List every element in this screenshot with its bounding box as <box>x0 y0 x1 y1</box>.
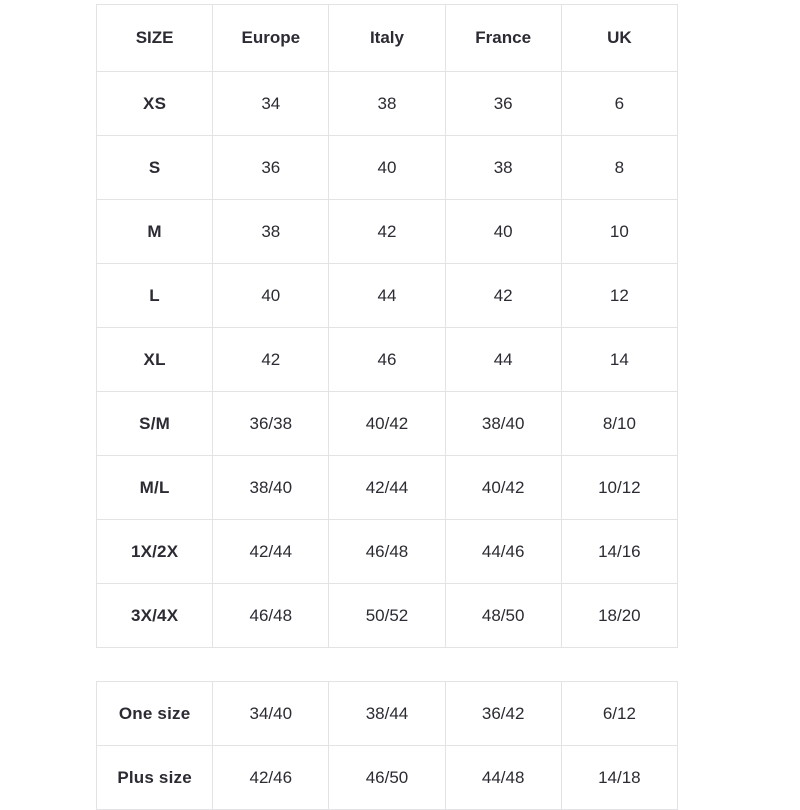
cell-uk: 12 <box>561 264 677 328</box>
row-label: 3X/4X <box>97 584 213 648</box>
cell-france: 40 <box>445 200 561 264</box>
one-size-table <box>96 681 678 810</box>
cell-france: 44/48 <box>445 746 561 810</box>
cell-italy: 40 <box>329 136 445 200</box>
cell-europe: 36/38 <box>213 392 329 456</box>
cell-europe: 38 <box>213 200 329 264</box>
cell-europe: 34/40 <box>213 682 329 746</box>
row-label: 1X/2X <box>97 520 213 584</box>
row-label: L <box>97 264 213 328</box>
cell-europe: 34 <box>213 72 329 136</box>
cell-europe: 42/46 <box>213 746 329 810</box>
table-row <box>97 200 678 264</box>
cell-france: 36/42 <box>445 682 561 746</box>
cell-europe: 36 <box>213 136 329 200</box>
cell-italy: 44 <box>329 264 445 328</box>
cell-uk: 6/12 <box>561 682 677 746</box>
row-label: XL <box>97 328 213 392</box>
table-row <box>97 136 678 200</box>
table-row <box>97 72 678 136</box>
row-label: M/L <box>97 456 213 520</box>
cell-uk: 14 <box>561 328 677 392</box>
cell-uk: 14/18 <box>561 746 677 810</box>
cell-uk: 18/20 <box>561 584 677 648</box>
cell-italy: 38 <box>329 72 445 136</box>
row-label: XS <box>97 72 213 136</box>
column-header-uk: UK <box>561 5 677 72</box>
table-row <box>97 584 678 648</box>
cell-uk: 10 <box>561 200 677 264</box>
cell-italy: 42 <box>329 200 445 264</box>
header-row <box>97 5 678 72</box>
cell-uk: 10/12 <box>561 456 677 520</box>
table-row <box>97 264 678 328</box>
tables-container <box>96 4 678 810</box>
cell-france: 42 <box>445 264 561 328</box>
column-header-italy: Italy <box>329 5 445 72</box>
table-gap-divider <box>96 648 678 681</box>
table-row <box>97 520 678 584</box>
cell-france: 40/42 <box>445 456 561 520</box>
table-row <box>97 682 678 746</box>
column-header-france: France <box>445 5 561 72</box>
cell-italy: 46 <box>329 328 445 392</box>
cell-uk: 8 <box>561 136 677 200</box>
cell-uk: 6 <box>561 72 677 136</box>
cell-france: 36 <box>445 72 561 136</box>
cell-france: 38 <box>445 136 561 200</box>
table-row <box>97 392 678 456</box>
row-label: One size <box>97 682 213 746</box>
cell-france: 48/50 <box>445 584 561 648</box>
cell-italy: 46/48 <box>329 520 445 584</box>
row-label: S/M <box>97 392 213 456</box>
cell-italy: 46/50 <box>329 746 445 810</box>
table-header <box>97 5 678 72</box>
cell-europe: 40 <box>213 264 329 328</box>
column-header-size: SIZE <box>97 5 213 72</box>
size-conversion-table <box>96 4 678 648</box>
cell-france: 38/40 <box>445 392 561 456</box>
cell-france: 44 <box>445 328 561 392</box>
row-label: Plus size <box>97 746 213 810</box>
cell-uk: 8/10 <box>561 392 677 456</box>
row-label: S <box>97 136 213 200</box>
cell-france: 44/46 <box>445 520 561 584</box>
table-row <box>97 456 678 520</box>
cell-europe: 42/44 <box>213 520 329 584</box>
row-label: M <box>97 200 213 264</box>
cell-europe: 38/40 <box>213 456 329 520</box>
cell-italy: 40/42 <box>329 392 445 456</box>
cell-europe: 46/48 <box>213 584 329 648</box>
cell-italy: 50/52 <box>329 584 445 648</box>
table-body <box>97 72 678 648</box>
cell-italy: 42/44 <box>329 456 445 520</box>
table-body <box>97 682 678 810</box>
cell-europe: 42 <box>213 328 329 392</box>
cell-uk: 14/16 <box>561 520 677 584</box>
column-header-europe: Europe <box>213 5 329 72</box>
table-row <box>97 328 678 392</box>
cell-italy: 38/44 <box>329 682 445 746</box>
